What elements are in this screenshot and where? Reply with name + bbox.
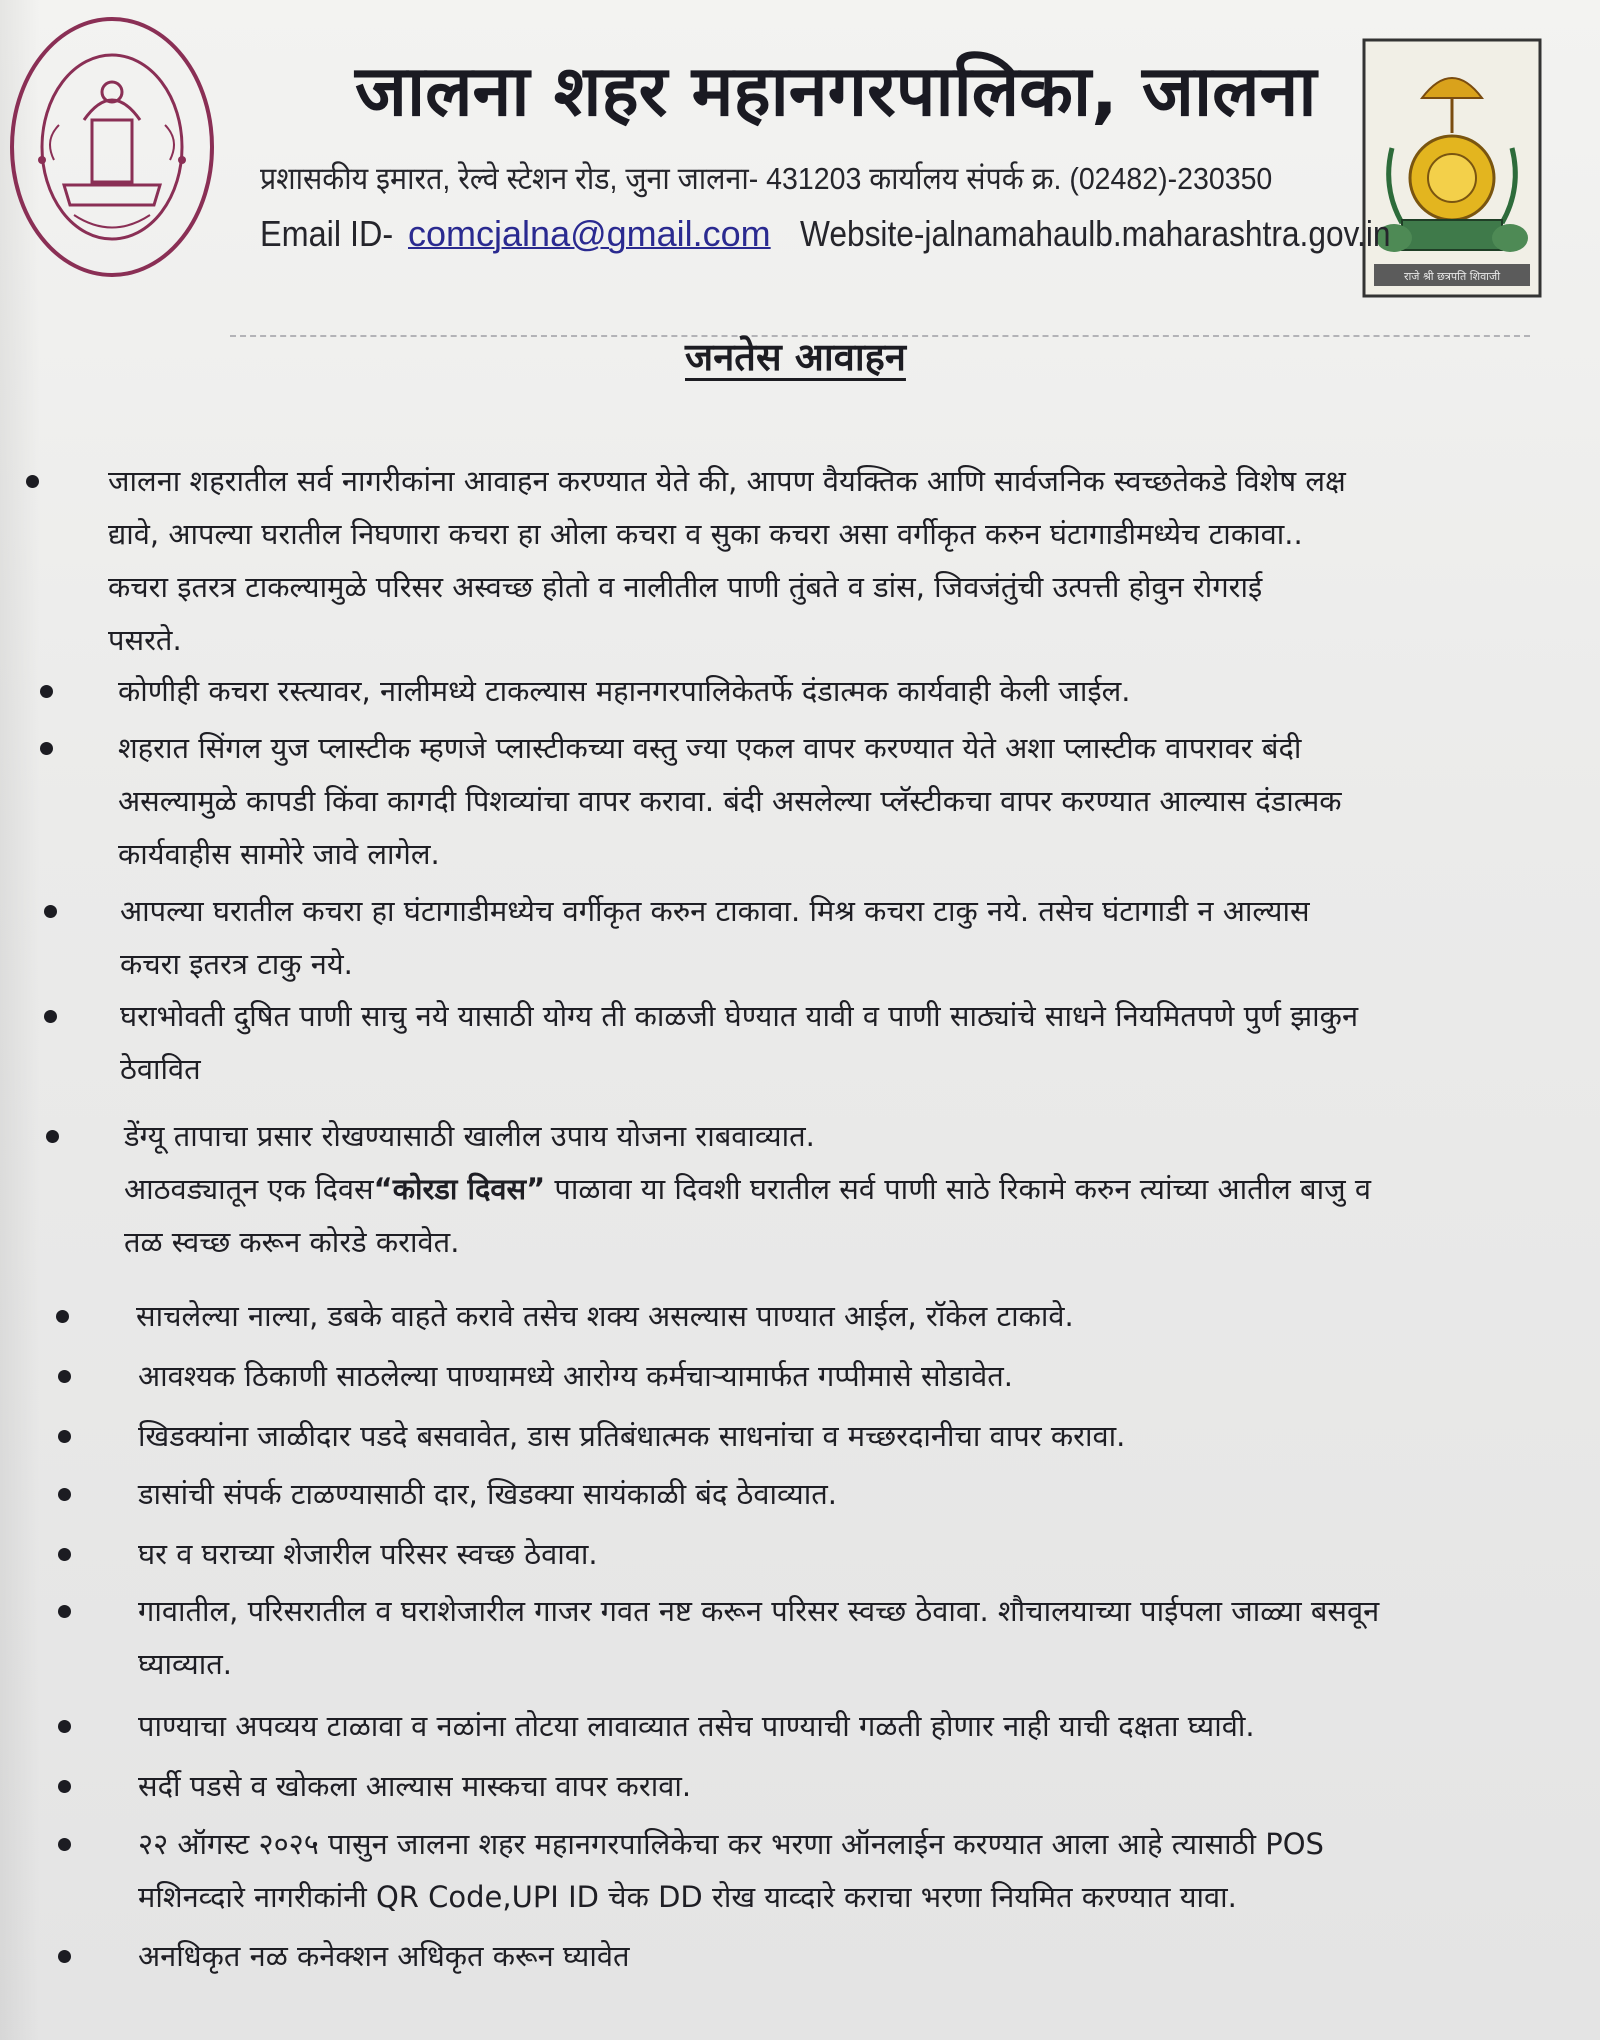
royal-emblem-icon: [1362, 38, 1542, 298]
office-address: प्रशासकीय इमारत, रेल्वे स्टेशन रोड, जुना जालना- 431203 कार्यालय संपर्क क्र. (02482)-230350: [260, 161, 1273, 196]
notice-item-line: घ्याव्यात.: [138, 1647, 232, 1681]
notice-item-line: कचरा इतरत्र टाकु नये.: [120, 947, 353, 981]
notice-item-line: अनधिकृत नळ कनेक्शन अधिकृत करून घ्यावेत: [138, 1939, 630, 1973]
notice-item-text: [138, 1350, 1538, 1403]
svg-text:राजे श्री छत्रपति शिवाजी: राजे श्री छत्रपति शिवाजी: [1403, 270, 1501, 283]
notice-heading: जनतेस आवाहन: [685, 335, 906, 379]
notice-item-text: [138, 1528, 1538, 1581]
notice-item-line: द्यावे, आपल्या घरातील निघणारा कचरा हा ओला कचरा व सुका कचरा असा वर्गीकृत करुन घंटागाडीमध्येच टाकावा..: [108, 517, 1303, 551]
website-text[interactable]: Website-jalnamahaulb.maharashtra.gov.in: [800, 213, 1391, 254]
notice-item-line: शहरात सिंगल युज प्लास्टीक म्हणजे प्लास्टीकच्या वस्तु ज्या एकल वापर करण्यात येते अशा प्लास्टीक वापरावर बंदी: [118, 731, 1302, 765]
notice-item-line: साचलेल्या नाल्या, डबके वाहते करावे तसेच शक्य असल्यास पाण्यात आईल, रॉकेल टाकावे.: [136, 1299, 1074, 1333]
notice-item-line: डासांची संपर्क टाळण्यासाठी दार, खिडक्या सायंकाळी बंद ठेवाव्यात.: [138, 1477, 837, 1511]
notice-item-line: सर्दी पडसे व खोकला आल्यास मास्कचा वापर करावा.: [138, 1769, 692, 1803]
notice-item-line: आवश्यक ठिकाणी साठलेल्या पाण्यामध्ये आरोग्य कर्मचाऱ्यामार्फत गप्पीमासे सोडावेत.: [138, 1359, 1013, 1393]
notice-item-line: जालना शहरातील सर्व नागरीकांना आवाहन करण्यात येते की, आपण वैयक्तिक आणि सार्वजनिक स्वच्छतेकडे विशेष लक्ष: [108, 464, 1346, 498]
notice-item-text: [124, 1110, 1544, 1269]
bullet-icon: [58, 1838, 71, 1851]
bullet-icon: [58, 1780, 71, 1793]
notice-item-line: कचरा इतरत्र टाकल्यामुळे परिसर अस्वच्छ होतो व नालीतील पाणी तुंबते व डांस, जिवजंतुंची उत्पत्ती होवुन रोगराई: [108, 570, 1263, 604]
municipal-seal-icon: [4, 10, 214, 280]
bullet-icon: [44, 1010, 57, 1023]
notice-item-line: कार्यवाहीस सामोरे जावे लागेल.: [118, 837, 440, 871]
bullet-icon: [40, 685, 53, 698]
bullet-icon: [56, 1310, 69, 1323]
notice-item-text: [138, 1760, 1538, 1813]
dry-day-line-2: तळ स्वच्छ करून कोरडे करावेत.: [124, 1225, 460, 1259]
notice-item-line: आपल्या घरातील कचरा हा घंटागाडीमध्येच वर्गीकृत करुन टाकावा. मिश्र कचरा टाकु नये. तसेच घंटागाडी न आल्यास: [120, 894, 1310, 928]
organization-title: जालना शहर महानगरपालिका, जालना: [355, 50, 1317, 132]
bullet-icon: [58, 1950, 71, 1963]
paper-edge-shadow: [0, 0, 40, 2040]
notice-item-line: मशिनव्दारे नागरीकांनी QR Code,UPI ID चेक DD रोख याव्दारे कराचा भरणा नियमित करण्यात यावा.: [138, 1880, 1237, 1914]
notice-item-text: [138, 1818, 1538, 1924]
notice-item-line: असल्यामुळे कापडी किंवा कागदी पिशव्यांचा वापर करावा. बंदी असलेल्या प्लॅस्टीकचा वापर करण्यात आल्यास दंडात्मक: [118, 784, 1342, 818]
bullet-icon: [58, 1548, 71, 1561]
notice-item-line: पसरते.: [108, 623, 182, 657]
notice-item-text: [120, 990, 1540, 1096]
notice-item-line: डेंग्यू तापाचा प्रसार रोखण्यासाठी खालील उपाय योजना राबवाव्यात.: [124, 1119, 815, 1153]
notice-item-text: [108, 455, 1528, 667]
notice-item-text: [118, 665, 1538, 718]
notice-item-text: [138, 1410, 1538, 1463]
notice-item-line: कोणीही कचरा रस्त्यावर, नालीमध्ये टाकल्यास महानगरपालिकेतर्फे दंडात्मक कार्यवाही केली जाईल.: [118, 674, 1131, 708]
notice-item-text: [120, 885, 1540, 991]
bullet-icon: [58, 1605, 71, 1618]
dry-day-label: “कोरडा दिवस”: [373, 1172, 546, 1206]
notice-item-text: [118, 722, 1538, 881]
notice-item-text: [138, 1700, 1538, 1753]
notice-item-text: [136, 1290, 1536, 1343]
email-link[interactable]: comcjalna@gmail.com: [408, 213, 771, 254]
bullet-icon: [58, 1488, 71, 1501]
dry-day-line: आठवड्यातून एक दिवस“कोरडा दिवस” पाळावा या दिवशी घरातील सर्व पाणी साठे रिकामे करुन त्यांच्या आतील बाजु व: [124, 1172, 1371, 1206]
notice-item-line: २२ ऑगस्ट २०२५ पासुन जालना शहर महानगरपालिकेचा कर भरणा ऑनलाईन करण्यात आला आहे त्यासाठी POS: [138, 1827, 1324, 1861]
notice-item-line: गावातील, परिसरातील व घराशेजारील गाजर गवत नष्ट करून परिसर स्वच्छ ठेवावा. शौचालयाच्या पाईपला जाळ्या बसवून: [138, 1594, 1380, 1628]
bullet-icon: [40, 742, 53, 755]
bullet-icon: [58, 1720, 71, 1733]
notice-item-text: [138, 1930, 1538, 1983]
bullet-icon: [58, 1370, 71, 1383]
notice-item-line: खिडक्यांना जाळीदार पडदे बसवावेत, डास प्रतिबंधात्मक साधनांचा व मच्छरदानीचा वापर करावा.: [138, 1419, 1126, 1453]
email-label: Email ID-: [260, 213, 394, 254]
contact-line: [260, 213, 1391, 255]
notice-item-line: पाण्याचा अपव्यय टाळावा व नळांना तोटया लावाव्यात तसेच पाण्याची गळती होणार नाही याची दक्षता घ्यावी.: [138, 1709, 1255, 1743]
notice-item-line: घराभोवती दुषित पाणी साचु नये यासाठी योग्य ती काळजी घेण्यात यावी व पाणी साठ्यांचे साधने नियमितपणे पुर्ण झाकुन: [120, 999, 1359, 1033]
notice-item-line: घर व घराच्या शेजारील परिसर स्वच्छ ठेवावा.: [138, 1537, 598, 1571]
notice-item-text: [138, 1468, 1538, 1521]
bullet-icon: [26, 475, 39, 488]
notice-item-line: ठेवावित: [120, 1052, 201, 1086]
bullet-icon: [44, 905, 57, 918]
notice-item-text: [138, 1585, 1538, 1691]
bullet-icon: [58, 1430, 71, 1443]
bullet-icon: [46, 1130, 59, 1143]
